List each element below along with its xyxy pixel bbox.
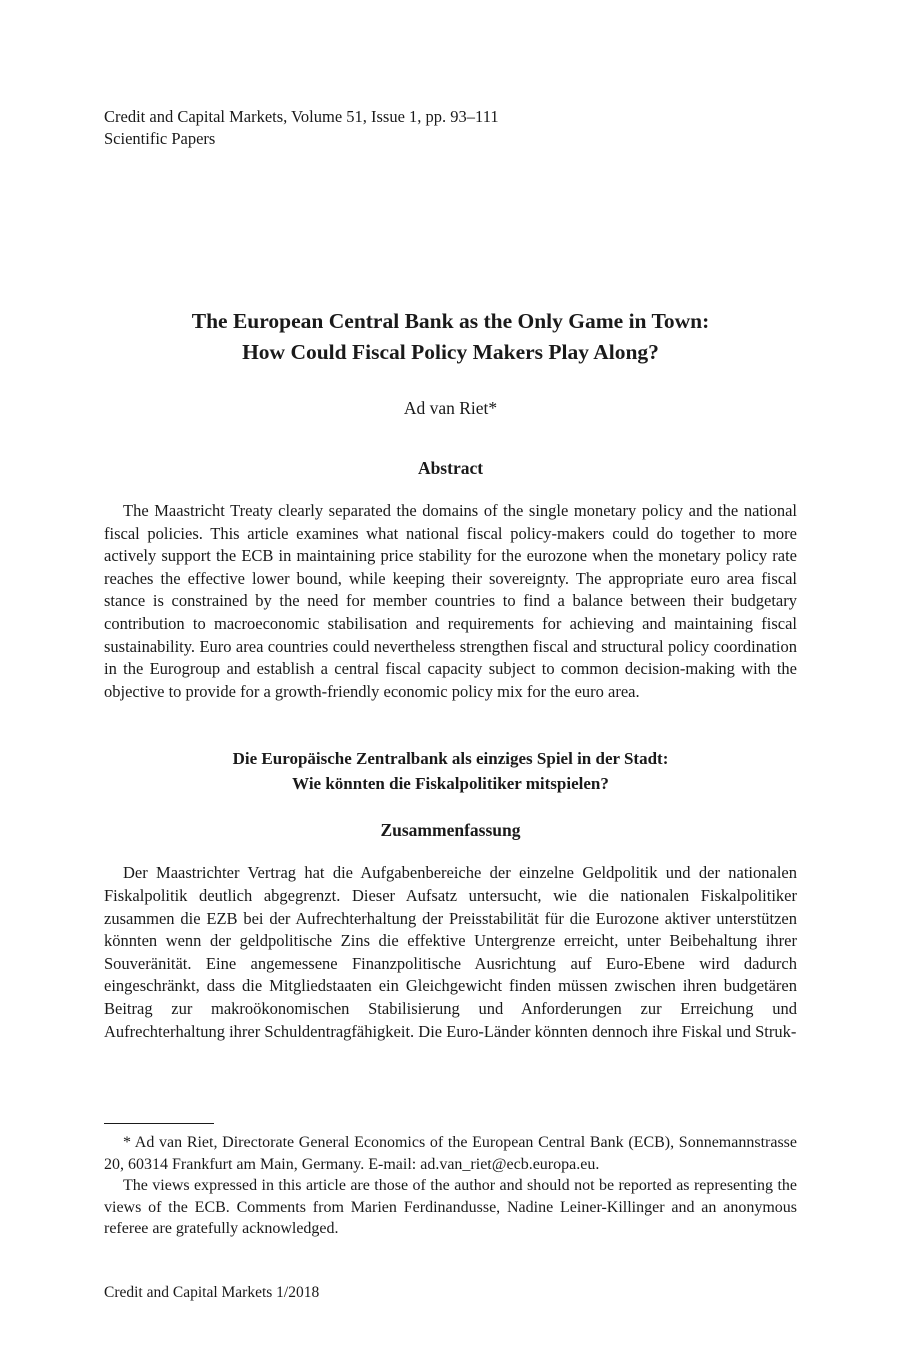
author-name: Ad van Riet* (403, 398, 498, 418)
german-title-line-1: Die Europäische Zentralbank als einziges Spiel in der Stadt: (232, 749, 669, 769)
footnote-author: * Ad van Riet, Directorate General Economics of the European Central Bank (ECB), Sonnemannstrasse 20, 60314 Frankfurt am Main, Germany. E-mail: ad.van_riet@ecb.europa.eu. (104, 1134, 797, 1173)
footnote-divider (104, 1123, 214, 1124)
zusammenfassung-heading: Zusammenfassung (380, 820, 521, 841)
article-title-line-1: The European Central Bank as the Only Game in Town: (191, 309, 710, 333)
footnotes (104, 1132, 797, 1240)
journal-citation: Credit and Capital Markets, Volume 51, Issue 1, pp. 93–111 (104, 107, 499, 126)
german-title-line-2: Wie könnten die Fiskalpolitiker mitspielen? (292, 773, 609, 793)
page-body (104, 106, 797, 1043)
abstract-text: The Maastricht Treaty clearly separated the domains of the single monetary policy and the national fiscal policies. This article examines what national fiscal policy-makers could do together to more actively support the ECB in maintaining price stability for the eurozone when the monetary policy rate reaches the effective lower bound, while keeping their sovereignty. The appropriate euro area fiscal stance is constrained by the need for member countries to find a balance between their budgetary contribution to macroeconomic stabilisation and requirements for achieving and maintaining fiscal sustainability. Euro area countries could nevertheless strengthen fiscal and structural policy coordination in the Eurogroup and establish a central fiscal capacity subject to common decision-making with the objective to provide for a growth-friendly economic policy mix for the euro area. (104, 501, 797, 701)
german-title (104, 747, 797, 796)
article-title-line-2: How Could Fiscal Policy Makers Play Along? (242, 340, 659, 364)
abstract-heading: Abstract (417, 458, 484, 478)
article-category: Scientific Papers (104, 129, 216, 148)
page-footer: Credit and Capital Markets 1/2018 (104, 1284, 320, 1301)
footnote-disclaimer: The views expressed in this article are those of the author and should not be reported as representing the views of the ECB. Comments from Marien Ferdinandusse, Nadine Leiner-Killinger and an anonymous referee are gratefully acknowledged. (104, 1177, 797, 1238)
article-title (104, 306, 797, 368)
zusammenfassung-text: Der Maastrichter Vertrag hat die Aufgabenbereiche der einzelne Geldpolitik und der nationalen Fiskalpolitik deutlich abgegrenzt. Dieser Aufsatz untersucht, wie die nationalen Fiskalpolitiker zusammen die EZB bei der Aufrechterhaltung der Preisstabilität für die Eurozone aktiver unterstützen könnten wenn der geldpolitische Zins die effektive Untergrenze erreicht, unter Beibehaltung ihrer Souveränität. Eine angemessene Finanzpolitische Ausrichtung auf Euro-Ebene wird dadurch eingeschränkt, dass die Mitgliedstaaten ein Gleichgewicht finden müssen zwischen ihren budgetären Beitrag zur makroökonomischen Stabilisierung und Anforderungen zur Erreichung und Aufrechterhaltung ihrer Schuldentragfähigkeit. Die Euro-Länder könnten dennoch ihre Fiskal und Struk- (104, 863, 797, 1041)
